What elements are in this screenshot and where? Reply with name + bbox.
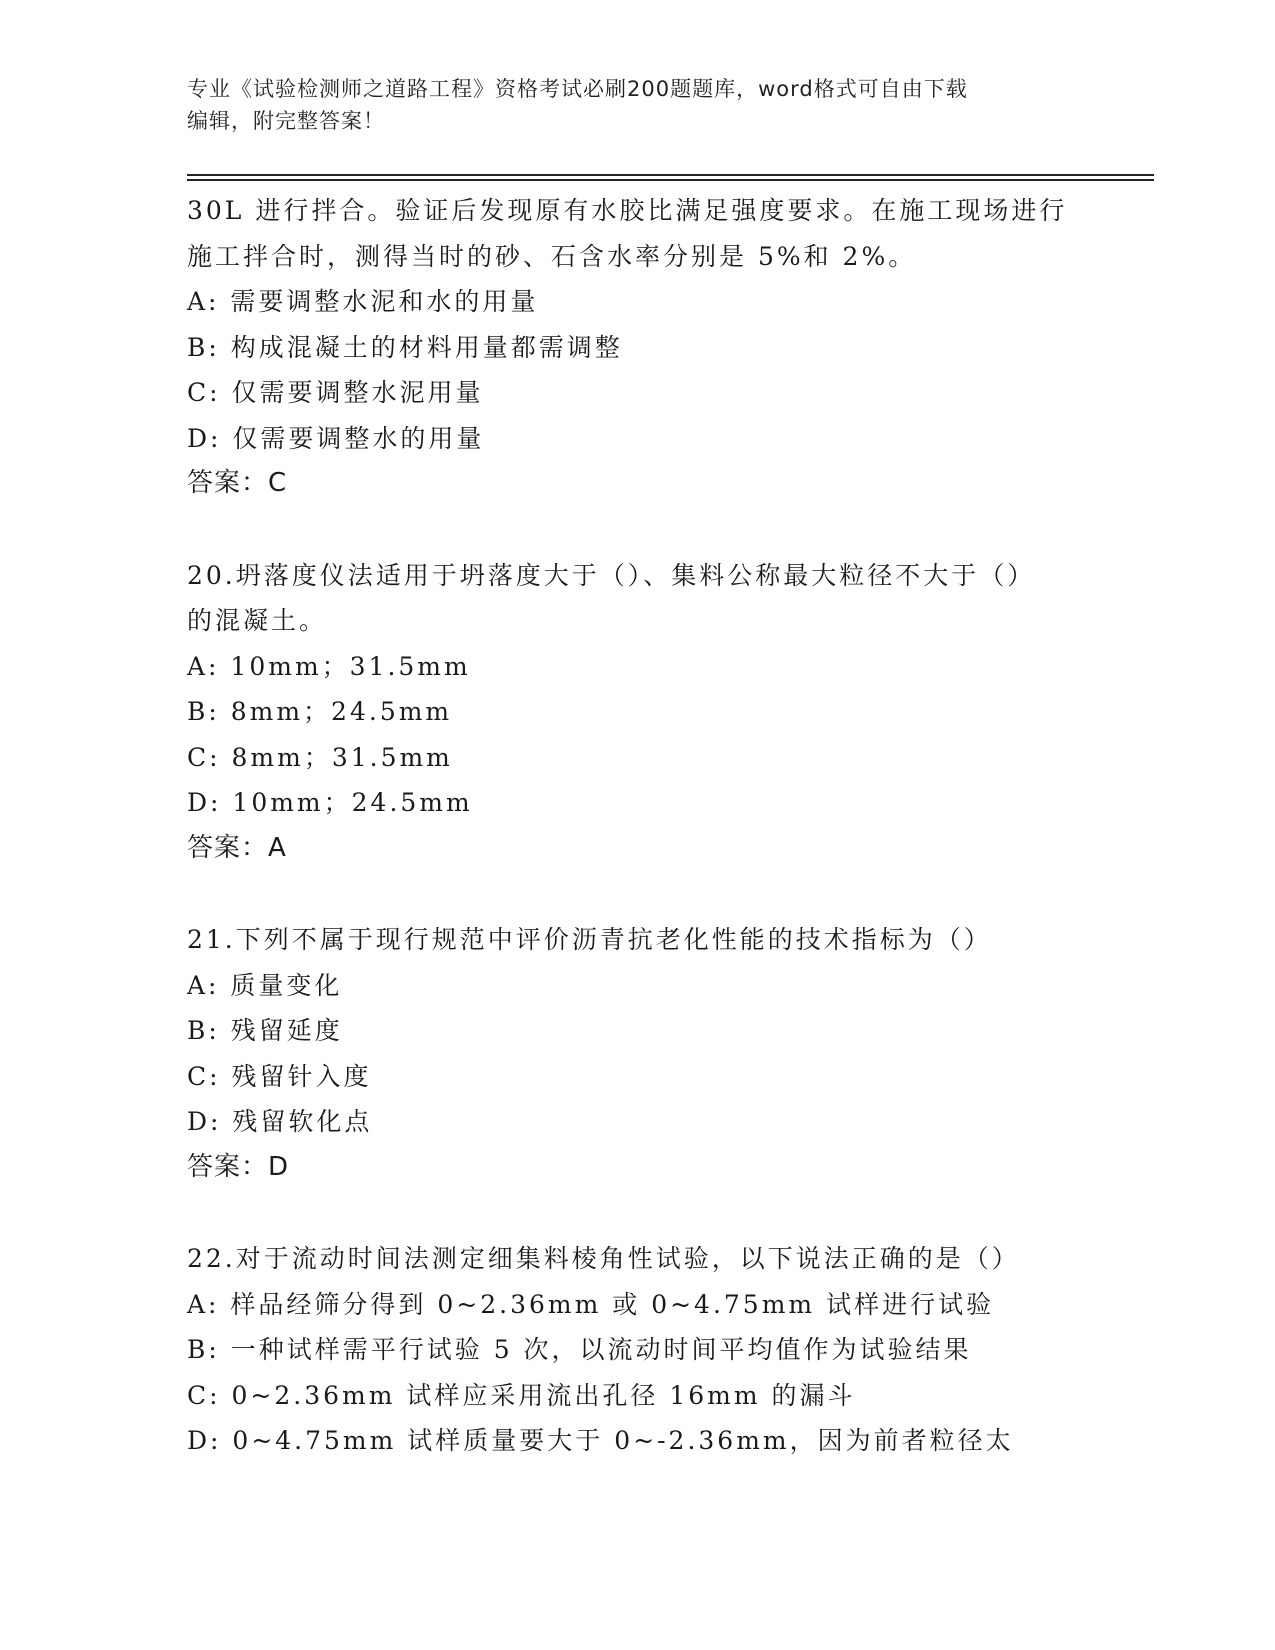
question-stem: 22.对于流动时间法测定细集料棱角性试验，以下说法正确的是（）: [187, 1244, 1020, 1273]
header-rule-top: [187, 174, 1154, 176]
document-header: [187, 73, 1087, 137]
header-title-line-1: 专业《试验检测师之道路工程》资格考试必刷200题题库，word格式可自由下载: [187, 77, 968, 101]
option-b: B: 一种试样需平行试验 5 次，以流动时间平均值作为试验结果: [187, 1335, 972, 1364]
option-c: C: 仅需要调整水泥用量: [187, 378, 484, 407]
question-19: [187, 188, 1147, 507]
option-d: D: 仅需要调整水的用量: [187, 423, 485, 453]
answer: 答案：A: [187, 832, 287, 863]
option-b: B: 残留延度: [187, 1016, 343, 1045]
question-stem: 施工拌合时，测得当时的砂、石含水率分别是 5%和 2%。: [187, 241, 917, 271]
question-stem: 30L 进行拌合。验证后发现原有水胶比满足强度要求。在施工现场进行: [187, 196, 1068, 225]
option-a: A: 需要调整水泥和水的用量: [187, 287, 539, 316]
option-a: A: 质量变化: [187, 970, 343, 1000]
option-c: C: 8mm；31.5mm: [187, 742, 453, 772]
option-c: C: 残留针入度: [187, 1061, 372, 1091]
option-d: D: 10mm；24.5mm: [187, 788, 473, 817]
option-a: A: 样品经筛分得到 0~2.36mm 或 0~4.75mm 试样进行试验: [187, 1289, 995, 1319]
question-22: [187, 1236, 1147, 1464]
answer: 答案：C: [187, 468, 288, 498]
question-21: [187, 917, 1147, 1190]
answer: 答案：D: [187, 1151, 290, 1182]
option-d: D: 0~4.75mm 试样质量要大于 0~-2.36mm，因为前者粒径太: [187, 1426, 1014, 1455]
option-b: B: 构成混凝土的材料用量都需调整: [187, 332, 623, 362]
option-c: C: 0~2.36mm 试样应采用流出孔径 16mm 的漏斗: [187, 1380, 856, 1410]
option-d: D: 残留软化点: [187, 1107, 373, 1136]
header-rule-bottom: [187, 179, 1154, 181]
question-stem: 20.坍落度仪法适用于坍落度大于（）、集料公称最大粒径不大于（）: [187, 560, 1036, 590]
question-20: [187, 553, 1147, 872]
question-list: [187, 188, 1147, 1464]
header-title-line-2: 编辑，附完整答案！: [187, 109, 385, 133]
question-stem: 21.下列不属于现行规范中评价沥青抗老化性能的技术指标为（）: [187, 925, 992, 954]
option-a: A: 10mm；31.5mm: [187, 651, 471, 681]
option-b: B: 8mm；24.5mm: [187, 697, 453, 726]
question-stem: 的混凝土。: [187, 606, 328, 635]
